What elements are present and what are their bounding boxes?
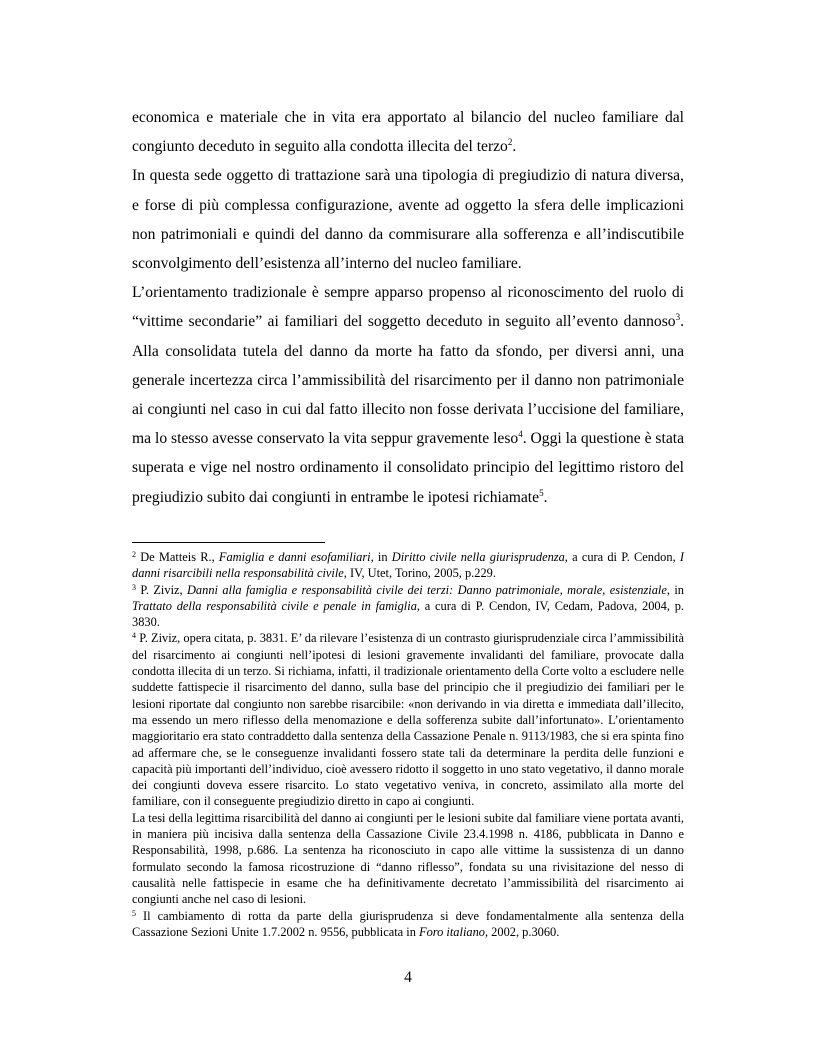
paragraph-1: economica e materiale che in vita era apportato al bilancio del nucleo familiare dal congiunto deceduto in seguito alla condotta illecita del terzo$^2$. xyxy=(132,109,684,156)
footnote-ref-5[interactable]: 5 xyxy=(539,487,544,498)
footnote-2: $^2$ De Matteis R., Famiglia e danni esofamiliari, in Diritto civile nella giurisprudenza, a cura di P. Cendon, I danni risarcibili nella responsabilità civile, IV, Utet, Torino, 2005, p.229. xyxy=(132,550,685,581)
body-text xyxy=(132,103,684,512)
footnotes xyxy=(132,549,684,940)
footnote-5: $^5$ Il cambiamento di rotta da parte della giurisprudenza si deve fondamentalmente alla sentenza della Cassazione Sezioni Unite 1.7.2002 n. 9556, pubblicata in Foro italiano, 2002, p.3060. xyxy=(132,908,684,939)
footnote-4-continuation: La tesi della legittima risarcibilità del danno ai congiunti per le lesioni subite dal familiare viene portata avanti, in maniera più incisiva dalla sentenza della Cassazione Civile 23.4.1998 n. 4186, pubblicata in Danno e Responsabilità, 1998, p.686. La sentenza ha riconosciuto in capo alle vittime la sussistenza di un danno formulato secondo la famosa ricostruzione di “danno riflesso”, fondata su una rivisitazione del nesso di causalità nelle fattispecie in esame che ha definitivamente decretato l’ammissibilità del risarcimento ai congiunti anche nel caso di lesioni. xyxy=(132,810,684,907)
paragraph-2: In questa sede oggetto di trattazione sarà una tipologia di pregiudizio di natura diversa, e forse di più complessa configurazione, avente ad oggetto la sfera delle implicazioni non patrimoniali e quindi del danno da commisurare alla sofferenza e all’indiscutibile sconvolgimento dell’esistenza all’interno del nucleo familiare. xyxy=(132,167,684,273)
paragraph-3: L’orientamento tradizionale è sempre apparso propenso al riconoscimento del ruolo di “vittime secondarie” ai familiari del soggetto deceduto in seguito all’evento dannoso$^3$. Alla consolidata tutela del danno da morte ha fatto da sfondo, per diversi anni, una generale incertezza circa l’ammissibilità del risarcimento per il danno non patrimoniale ai congiunti nel caso in cui dal fatto illecito non fosse derivata l’uccisione del familiare, ma lo stesso avesse conservato la vita seppur gravemente leso$^4$. Oggi la questione è stata superata e vige nel nostro ordinamento il consolidato principio del legittimo ristoro del pregiudizio subito dai congiunti in entrambe le ipotesi richiamate$^5$. xyxy=(132,284,685,506)
footnote-ref-2[interactable]: 2 xyxy=(507,137,513,148)
footnote-ref-4[interactable]: 4 xyxy=(518,429,523,440)
footnote-3: $^3$ P. Ziviz, Danni alla famiglia e responsabilità civile dei terzi: Danno patrimoniale, morale, esistenziale, in Trattato della responsabilità civile e penale in famiglia, a cura di P. Cendon, IV, Cedam, Padova, 2004, p. 3830. xyxy=(132,582,684,630)
footnote-ref-3[interactable]: 3 xyxy=(675,312,681,323)
footnote-separator xyxy=(132,542,325,543)
page-number: 4 xyxy=(404,969,412,986)
footnote-4: $^4$ P. Ziviz, opera citata, p. 3831. E’ da rilevare l’esistenza di un contrasto giurisprudenziale circa l’ammissibilità del risarcimento ai congiunti nell’ipotesi di lesioni gravemente invalidanti del familiare, provocate dalla condotta illecita di un terzo. Si richiama, infatti, il tradizionale orientamento della Corte volto a escludere nelle suddette fattispecie il risarcimento del danno, sulla base del principio che il pregiudizio dei familiari per le lesioni riportate dal congiunto non sarebbe risarcibile: «non derivando in via diretta e immediata dall’illecito, ma essendo un mero riflesso della menomazione e della sofferenza subite dall’infortunato». L’orientamento maggioritario era stato contraddetto dalla sentenza della Cassazione Penale n. 9113/1983, che si era spinta fino ad affermare che, se le conseguenze invalidanti fossero state tali da determinare la perdita delle funzioni e capacità più importanti dell’individuo, cioè avessero ridotto il soggetto in uno stato vegetativo, il danno morale dei congiunti doveva essere risarcito. Lo stato vegetativo veniva, in concreto, assimilato alla morte del familiare, con il conseguente pregiudizio diretto in capo ai congiunti. xyxy=(132,631,684,809)
